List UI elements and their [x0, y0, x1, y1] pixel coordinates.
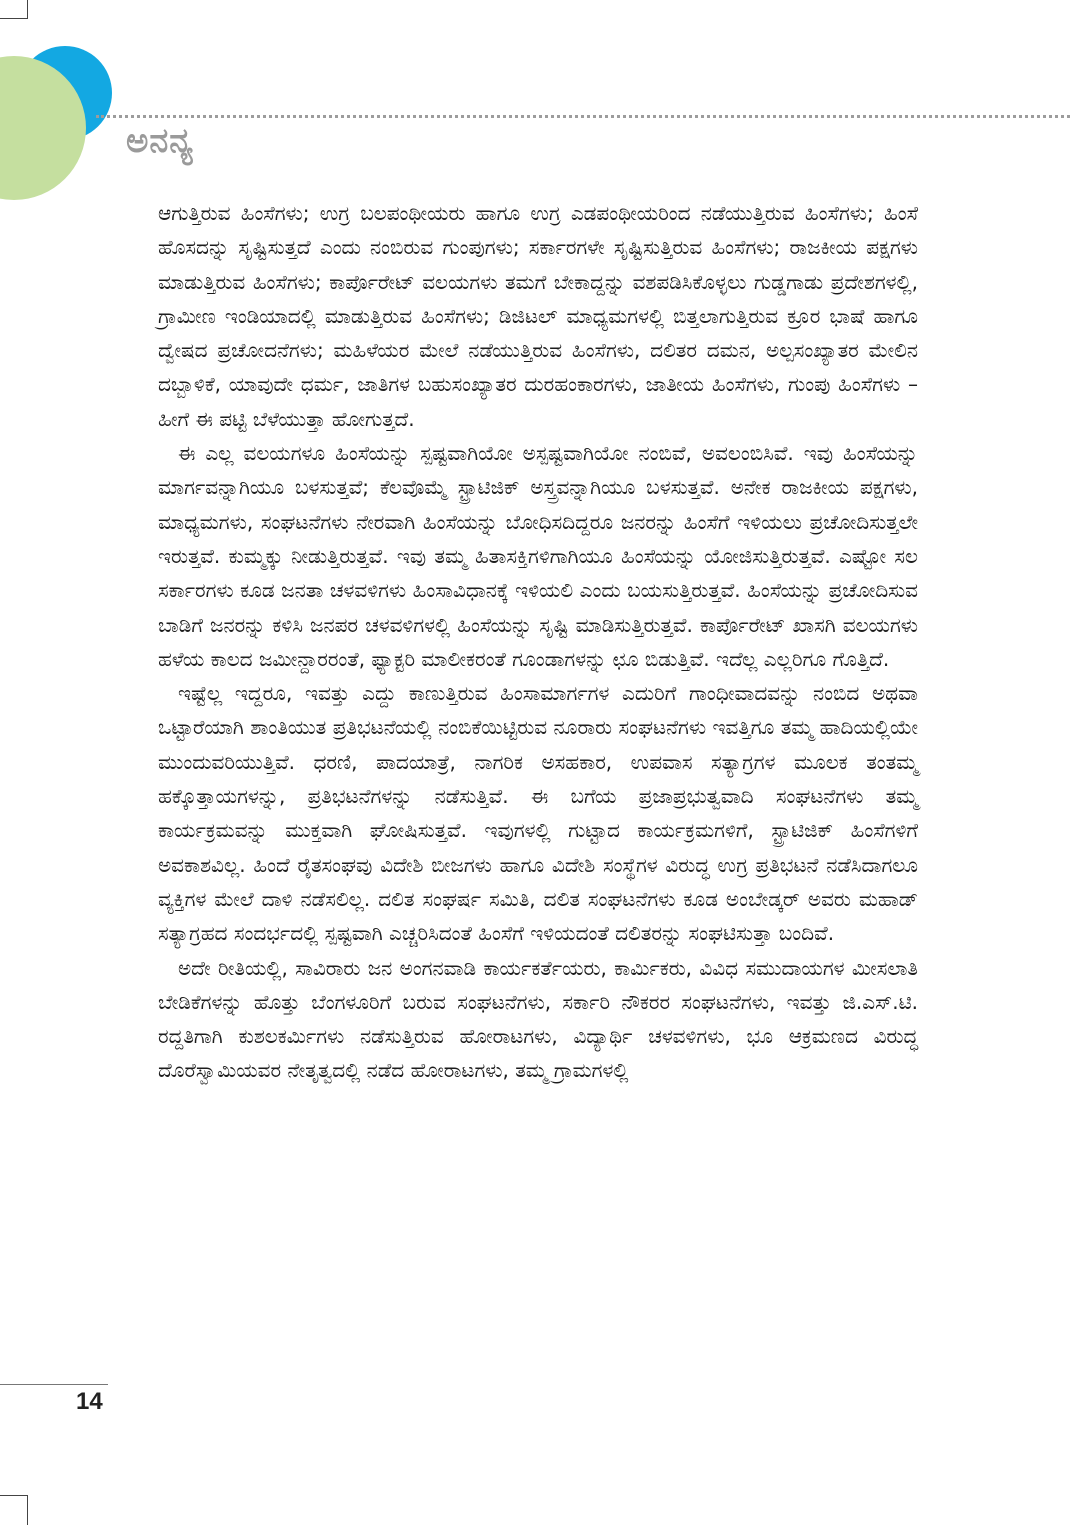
header-dotted-rule — [96, 115, 1070, 118]
paragraph: ಈ ಎಲ್ಲ ವಲಯಗಳೂ ಹಿಂಸೆಯನ್ನು ಸ್ಪಷ್ಟವಾಗಿಯೋ ಅಸ್ಪಷ್ಟವಾಗಿಯೋ ನಂಬಿವೆ, ಅವಲಂಬಿಸಿವೆ. ಇವು ಹಿಂಸೆಯನ್ನು ಮಾರ್ಗವನ್ನಾಗಿಯೂ ಬಳಸುತ್ತವೆ; ಕೆಲವೊಮ್ಮೆ ಸ್ಟ್ರಾಟಿಜಿಕ್ ಅಸ್ತ್ರವನ್ನಾಗಿಯೂ ಬಳಸುತ್ತವೆ. ಅನೇಕ ರಾಜಕೀಯ ಪಕ್ಷಗಳು, ಮಾಧ್ಯಮಗಳು, ಸಂಘಟನೆಗಳು ನೇರವಾಗಿ ಹಿಂಸೆಯನ್ನು ಬೋಧಿಸದಿದ್ದರೂ ಜನರನ್ನು ಹಿಂಸೆಗೆ ಇಳಿಯಲು ಪ್ರಚೋದಿಸುತ್ತಲೇ ಇರುತ್ತವೆ. ಕುಮ್ಮಕ್ಕು ನೀಡುತ್ತಿರುತ್ತವೆ. ಇವು ತಮ್ಮ ಹಿತಾಸಕ್ತಿಗಳಿಗಾಗಿಯೂ ಹಿಂಸೆಯನ್ನು ಯೋಜಿಸುತ್ತಿರುತ್ತವೆ. ಎಷ್ಟೋ ಸಲ ಸರ್ಕಾರಗಳು ಕೂಡ ಜನತಾ ಚಳವಳಿಗಳು ಹಿಂಸಾವಿಧಾನಕ್ಕೆ ಇಳಿಯಲಿ ಎಂದು ಬಯಸುತ್ತಿರುತ್ತವೆ. ಹಿಂಸೆಯನ್ನು ಪ್ರಚೋದಿಸುವ ಬಾಡಿಗೆ ಜನರನ್ನು ಕಳಿಸಿ ಜನಪರ ಚಳವಳಿಗಳಲ್ಲಿ ಹಿಂಸೆಯನ್ನು ಸೃಷ್ಟಿ ಮಾಡಿಸುತ್ತಿರುತ್ತವೆ. ಕಾರ್ಪೊರೇಟ್ ಖಾಸಗಿ ವಲಯಗಳು ಹಳೆಯ ಕಾಲದ ಜಮೀನ್ದಾರರಂತೆ, ಫ್ಯಾಕ್ಟರಿ ಮಾಲೀಕರಂತೆ ಗೂಂಡಾಗಳನ್ನು ಛೂ ಬಿಡುತ್ತಿವೆ. ಇದೆಲ್ಲ ಎಲ್ಲರಿಗೂ ಗೊತ್ತಿದೆ. — [158, 441, 918, 671]
crop-mark-top-left — [27, 0, 28, 18]
crop-mark-top-left-h — [0, 18, 28, 19]
paragraph: ಅದೇ ರೀತಿಯಲ್ಲಿ, ಸಾವಿರಾರು ಜನ ಅಂಗನವಾಡಿ ಕಾರ್ಯಕರ್ತೆಯರು, ಕಾರ್ಮಿಕರು, ವಿವಿಧ ಸಮುದಾಯಗಳ ಮೀಸಲಾತಿ ಬೇಡಿಕೆಗಳನ್ನು ಹೊತ್ತು ಬೆಂಗಳೂರಿಗೆ ಬರುವ ಸಂಘಟನೆಗಳು, ಸರ್ಕಾರಿ ನೌಕರರ ಸಂಘಟನೆಗಳು, ಇವತ್ತು ಜಿ.ಎಸ್.ಟಿ. ರದ್ದತಿಗಾಗಿ ಕುಶಲಕರ್ಮಿಗಳು ನಡೆಸುತ್ತಿರುವ ಹೋರಾಟಗಳು, ವಿದ್ಯಾರ್ಥಿ ಚಳವಳಿಗಳು, ಭೂ ಆಕ್ರಮಣದ ವಿರುದ್ಧ ದೊರೆಸ್ವಾಮಿಯವರ ನೇತೃತ್ವದಲ್ಲಿ ನಡೆದ ಹೋರಾಟಗಳು, ತಮ್ಮ ಗ್ರಾಮಗಳಲ್ಲಿ — [158, 955, 918, 1083]
paragraph: ಆಗುತ್ತಿರುವ ಹಿಂಸೆಗಳು; ಉಗ್ರ ಬಲಪಂಥೀಯರು ಹಾಗೂ ಉಗ್ರ ಎಡಪಂಥೀಯರಿಂದ ನಡೆಯುತ್ತಿರುವ ಹಿಂಸೆಗಳು; ಹಿಂಸೆ ಹೊಸದನ್ನು ಸೃಷ್ಟಿಸುತ್ತದೆ ಎಂದು ನಂಬಿರುವ ಗುಂಪುಗಳು; ಸರ್ಕಾರಗಳೇ ಸೃಷ್ಟಿಸುತ್ತಿರುವ ಹಿಂಸೆಗಳು; ರಾಜಕೀಯ ಪಕ್ಷಗಳು ಮಾಡುತ್ತಿರುವ ಹಿಂಸೆಗಳು; ಕಾರ್ಪೊರೇಟ್ ವಲಯಗಳು ತಮಗೆ ಬೇಕಾದ್ದನ್ನು ವಶಪಡಿಸಿಕೊಳ್ಳಲು ಗುಡ್ಡಗಾಡು ಪ್ರದೇಶಗಳಲ್ಲಿ, ಗ್ರಾಮೀಣ ಇಂಡಿಯಾದಲ್ಲಿ ಮಾಡುತ್ತಿರುವ ಹಿಂಸೆಗಳು; ಡಿಜಿಟಲ್ ಮಾಧ್ಯಮಗಳಲ್ಲಿ ಬಿತ್ತಲಾಗುತ್ತಿರುವ ಕ್ರೂರ ಭಾಷೆ ಹಾಗೂ ದ್ವೇಷದ ಪ್ರಚೋದನೆಗಳು; ಮಹಿಳೆಯರ ಮೇಲೆ ನಡೆಯುತ್ತಿರುವ ಹಿಂಸೆಗಳು, ದಲಿತರ ದಮನ, ಅಲ್ಪಸಂಖ್ಯಾತರ ಮೇಲಿನ ದಬ್ಬಾಳಿಕೆ, ಯಾವುದೇ ಧರ್ಮ, ಜಾತಿಗಳ ಬಹುಸಂಖ್ಯಾತರ ದುರಹಂಕಾರಗಳು, ಜಾತೀಯ ಹಿಂಸೆಗಳು, ಗುಂಪು ಹಿಂಸೆಗಳು – ಹೀಗೆ ಈ ಪಟ್ಟಿ ಬೆಳೆಯುತ್ತಾ ಹೋಗುತ್ತದೆ. — [158, 201, 918, 431]
crop-mark-bottom-left — [27, 1495, 28, 1525]
running-header-title: ಅನನ್ಯ — [126, 121, 194, 161]
page-number: 14 — [76, 1388, 103, 1415]
crop-mark-bottom-left-h — [0, 1495, 28, 1496]
article-body — [158, 196, 918, 1088]
footer-rule — [0, 1384, 108, 1385]
paragraph: ಇಷ್ಟೆಲ್ಲ ಇದ್ದರೂ, ಇವತ್ತು ಎದ್ದು ಕಾಣುತ್ತಿರುವ ಹಿಂಸಾಮಾರ್ಗಗಳ ಎದುರಿಗೆ ಗಾಂಧೀವಾದವನ್ನು ನಂಬಿದ ಅಥವಾ ಒಟ್ಟಾರೆಯಾಗಿ ಶಾಂತಿಯುತ ಪ್ರತಿಭಟನೆಯಲ್ಲಿ ನಂಬಿಕೆಯಿಟ್ಟಿರುವ ನೂರಾರು ಸಂಘಟನೆಗಳು ಇವತ್ತಿಗೂ ತಮ್ಮ ಹಾದಿಯಲ್ಲಿಯೇ ಮುಂದುವರಿಯುತ್ತಿವೆ. ಧರಣಿ, ಪಾದಯಾತ್ರೆ, ನಾಗರಿಕ ಅಸಹಕಾರ, ಉಪವಾಸ ಸತ್ಯಾಗ್ರಗಳ ಮೂಲಕ ತಂತಮ್ಮ ಹಕ್ಕೊತ್ತಾಯಗಳನ್ನು, ಪ್ರತಿಭಟನೆಗಳನ್ನು ನಡೆಸುತ್ತಿವೆ. ಈ ಬಗೆಯ ಪ್ರಜಾಪ್ರಭುತ್ವವಾದಿ ಸಂಘಟನೆಗಳು ತಮ್ಮ ಕಾರ್ಯಕ್ರಮವನ್ನು ಮುಕ್ತವಾಗಿ ಘೋಷಿಸುತ್ತವೆ. ಇವುಗಳಲ್ಲಿ ಗುಟ್ಟಾದ ಕಾರ್ಯಕ್ರಮಗಳಿಗೆ, ಸ್ಟ್ರಾಟಿಜಿಕ್ ಹಿಂಸೆಗಳಿಗೆ ಅವಕಾಶವಿಲ್ಲ. ಹಿಂದೆ ರೈತಸಂಘವು ವಿದೇಶಿ ಬೀಜಗಳು ಹಾಗೂ ವಿದೇಶಿ ಸಂಸ್ಥೆಗಳ ವಿರುದ್ಧ ಉಗ್ರ ಪ್ರತಿಭಟನೆ ನಡೆಸಿದಾಗಲೂ ವ್ಯಕ್ತಿಗಳ ಮೇಲೆ ದಾಳಿ ನಡೆಸಲಿಲ್ಲ. ದಲಿತ ಸಂಘರ್ಷ ಸಮಿತಿ, ದಲಿತ ಸಂಘಟನೆಗಳು ಕೂಡ ಅಂಬೇಡ್ಕರ್ ಅವರು ಮಹಾಡ್ ಸತ್ಯಾಗ್ರಹದ ಸಂದರ್ಭದಲ್ಲಿ ಸ್ಪಷ್ಟವಾಗಿ ಎಚ್ಚರಿಸಿದಂತೆ ಹಿಂಸೆಗೆ ಇಳಿಯದಂತೆ ದಲಿತರನ್ನು ಸಂಘಟಿಸುತ್ತಾ ಬಂದಿವೆ. — [158, 681, 918, 946]
